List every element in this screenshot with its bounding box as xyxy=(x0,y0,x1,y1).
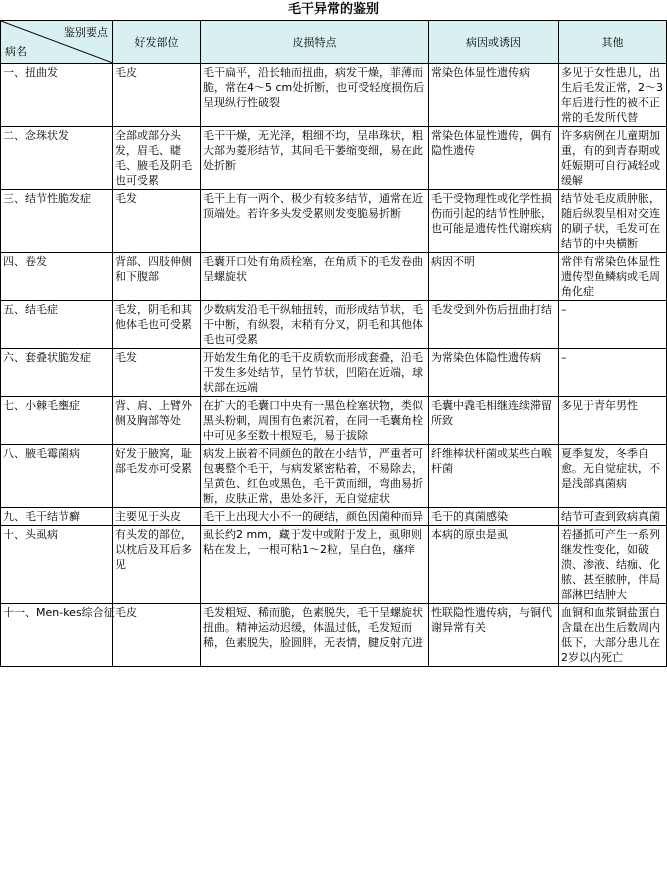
site-cell: 毛皮 xyxy=(113,64,201,127)
header-cause: 病因或诱因 xyxy=(429,21,559,64)
cause-cell: 为常染色体隐性遗传病 xyxy=(429,349,559,397)
site-cell: 背部、四肢伸侧和下腹部 xyxy=(113,253,201,301)
lesion-cell: 少数病发沿毛干纵轴扭转，而形成结节状，毛干中断，有纵裂，末稍有分叉，阴毛和其他体毛也可受累 xyxy=(201,301,429,349)
cause-cell: 毛囊中毳毛相继连续滞留所致 xyxy=(429,397,559,445)
other-cell: 若搔抓可产生一系列继发性变化，如破溃、渗液、结痂、化脓、甚至脓肿，伴局部淋巴结肿大 xyxy=(559,526,667,604)
header-lesion: 皮损特点 xyxy=(201,21,429,64)
table-row xyxy=(1,190,667,253)
site-cell: 毛发 xyxy=(113,190,201,253)
differential-table xyxy=(0,20,667,667)
disease-name-cell: 二、念珠状发 xyxy=(1,127,113,190)
table-row xyxy=(1,64,667,127)
cause-cell: 病因不明 xyxy=(429,253,559,301)
disease-name-cell: 六、套叠状脆发症 xyxy=(1,349,113,397)
other-cell: 多见于女性患儿，出生后毛发正常，2～3年后进行性的被不正常的毛发所代替 xyxy=(559,64,667,127)
disease-name-cell: 五、结毛症 xyxy=(1,301,113,349)
site-cell: 毛皮 xyxy=(113,604,201,667)
disease-name-cell: 九、毛干结节癣 xyxy=(1,508,113,526)
site-cell: 全部或部分头发，眉毛、睫毛、腋毛及阴毛也可受累 xyxy=(113,127,201,190)
disease-name-cell: 十、头虱病 xyxy=(1,526,113,604)
table-row xyxy=(1,526,667,604)
table-header-row xyxy=(1,21,667,64)
cause-cell: 纤维棒状杆菌或某些白喉杆菌 xyxy=(429,445,559,508)
disease-name-cell: 十一、Men-kes综合征 xyxy=(1,604,113,667)
page-title: 毛干异常的鉴别 xyxy=(287,2,379,17)
lesion-cell: 毛干干燥，无光泽，粗细不均，呈串珠状，粗大部为菱形结节，其间毛干萎缩变细，易在此处折断 xyxy=(201,127,429,190)
disease-name-cell: 四、卷发 xyxy=(1,253,113,301)
site-cell: 毛发，阴毛和其他体毛也可受累 xyxy=(113,301,201,349)
cause-cell: 毛干受物理性或化学性损伤而引起的结节性肿胀，也可能是遗传性代谢疾病 xyxy=(429,190,559,253)
cause-cell: 常染色体显性遗传病 xyxy=(429,64,559,127)
lesion-cell: 开始发生角化的毛干皮质软而形成套叠，沿毛干发生多处结节，呈竹节状，凹陷在近端，球状部在远端 xyxy=(201,349,429,397)
table-row xyxy=(1,445,667,508)
table-row xyxy=(1,349,667,397)
lesion-cell: 病发上嵌着不同颜色的散在小结节，严重者可包裹整个毛干，与病发紧密粘着，不易除去，呈黄色、红色或黑色，毛干黄而细，弯曲易折断，皮肤正常，患处多汗，无自觉症状 xyxy=(201,445,429,508)
other-cell: 结节可查到致病真菌 xyxy=(559,508,667,526)
other-cell: 血铜和血浆铜盐蛋白含量在出生后数周内低下，大部分患儿在2岁以内死亡 xyxy=(559,604,667,667)
cause-cell: 性联隐性遗传病，与铜代谢异常有关 xyxy=(429,604,559,667)
site-cell: 背、肩、上臂外侧及胸部等处 xyxy=(113,397,201,445)
table-row xyxy=(1,508,667,526)
other-cell: 结节处毛皮质肿胀，随后纵裂呈相对交连的刷子状，毛发可在结节的中央横断 xyxy=(559,190,667,253)
lesion-cell: 毛干上有一两个、极少有较多结节，通常在近顶端处。若许多头发受累则发变脆易折断 xyxy=(201,190,429,253)
cause-cell: 常染色体显性遗传，偶有隐性遗传 xyxy=(429,127,559,190)
lesion-cell: 毛干上出现大小不一的硬结，颜色因菌种而异 xyxy=(201,508,429,526)
site-cell: 好发于腋窝，耻部毛发亦可受累 xyxy=(113,445,201,508)
lesion-cell: 毛囊开口处有角质栓塞，在角质下的毛发卷曲呈螺旋状 xyxy=(201,253,429,301)
cause-cell: 毛干的真菌感染 xyxy=(429,508,559,526)
lesion-cell: 毛发粗短、稀而脆，色素脱失，毛干呈螺旋状扭曲。精神运动迟缓，体温过低，毛发短而稀，色素脱失，脸圆胖，无表情，腱反射亢进 xyxy=(201,604,429,667)
header-diag-top: 鉴别要点 xyxy=(64,26,108,39)
cause-cell: 毛发受到外伤后扭曲打结 xyxy=(429,301,559,349)
table-row xyxy=(1,397,667,445)
table-row xyxy=(1,127,667,190)
table-row xyxy=(1,604,667,667)
header-diagonal-cell xyxy=(1,21,113,64)
header-site: 好发部位 xyxy=(113,21,201,64)
other-cell: 多见于青年男性 xyxy=(559,397,667,445)
disease-name-cell: 八、腋毛霉菌病 xyxy=(1,445,113,508)
site-cell: 毛发 xyxy=(113,349,201,397)
site-cell: 主要见于头皮 xyxy=(113,508,201,526)
other-cell: 许多病例在儿童期加重，有的到青春期或妊娠期可自行减轻或缓解 xyxy=(559,127,667,190)
site-cell: 有头发的部位，以枕后及耳后多见 xyxy=(113,526,201,604)
other-cell: 常伴有常染色体显性遗传型鱼鳞病或毛周角化症 xyxy=(559,253,667,301)
table-row xyxy=(1,301,667,349)
table-row xyxy=(1,253,667,301)
other-cell: – xyxy=(559,301,667,349)
cause-cell: 本病的原虫是虱 xyxy=(429,526,559,604)
header-other: 其他 xyxy=(559,21,667,64)
other-cell: – xyxy=(559,349,667,397)
header-diag-bottom: 病名 xyxy=(5,45,27,58)
lesion-cell: 毛干扁平，沿长轴而扭曲，病发干燥，菲薄而脆，常在4～5 cm处折断，也可受轻度损伤后呈现纵行性破裂 xyxy=(201,64,429,127)
disease-name-cell: 一、扭曲发 xyxy=(1,64,113,127)
lesion-cell: 虱长约2 mm，藏于发中或附于发上，虱卵则粘在发上，一根可粘1～2粒，呈白色，瘙痒 xyxy=(201,526,429,604)
disease-name-cell: 三、结节性脆发症 xyxy=(1,190,113,253)
disease-name-cell: 七、小棘毛壅症 xyxy=(1,397,113,445)
other-cell: 夏季复发，冬季自愈。无自觉症状，不是浅部真菌病 xyxy=(559,445,667,508)
lesion-cell: 在扩大的毛囊口中央有一黑色栓塞状物，类似黑头粉刺，周围有色素沉着，在同一毛囊角栓中可见多至数十根短毛，易于拔除 xyxy=(201,397,429,445)
